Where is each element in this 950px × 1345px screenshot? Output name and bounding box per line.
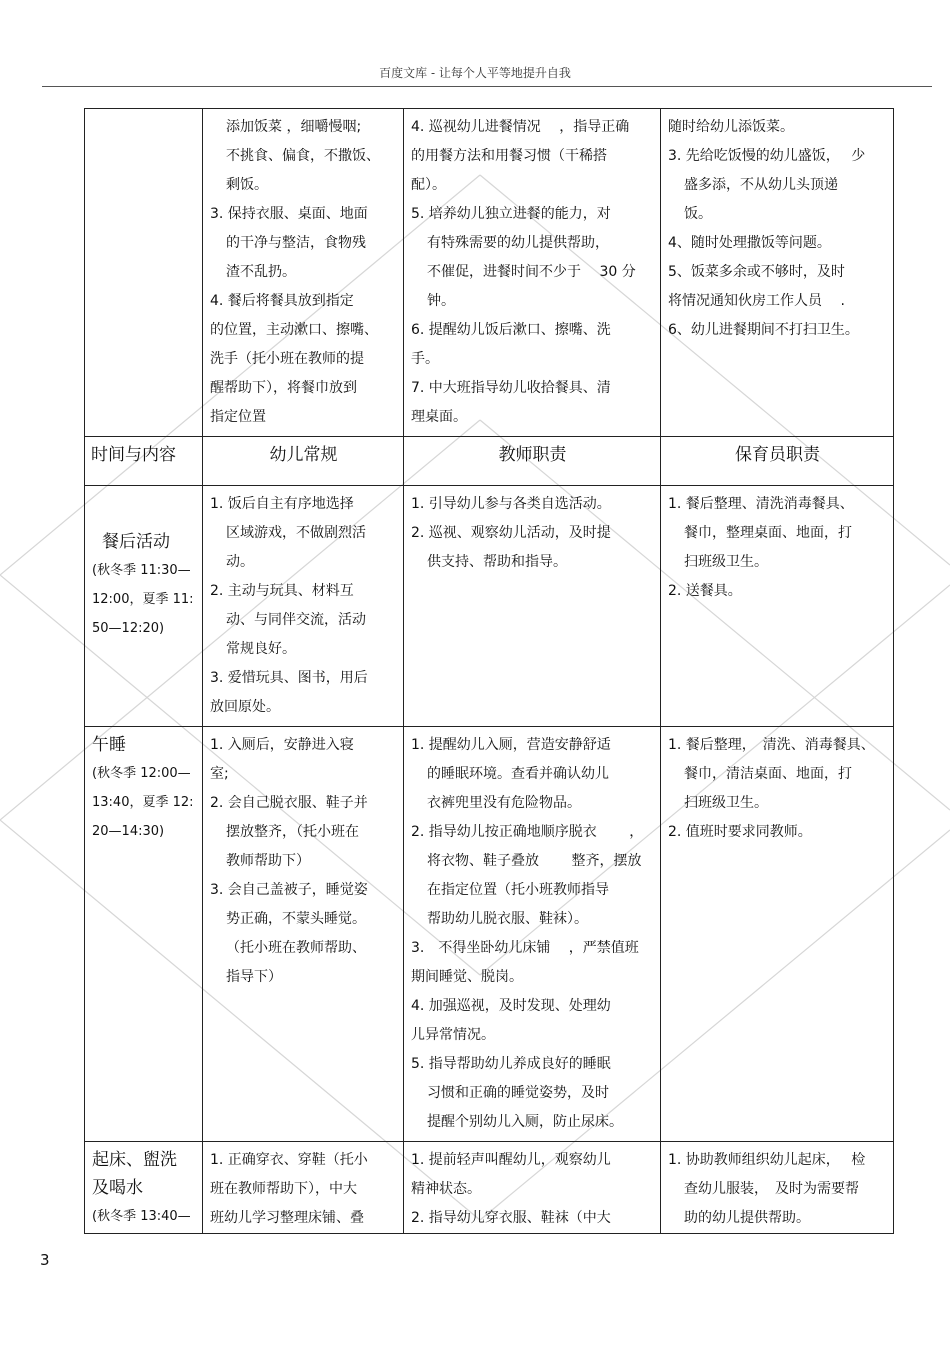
cell-nurse-nap — [661, 727, 894, 1142]
cell-teacher-after-meal — [404, 486, 661, 727]
category-time: 50—12:20) — [92, 621, 165, 636]
list-item: 区域游戏，不做剧烈活 — [226, 525, 366, 541]
list-item: 洗手（托小班在教师的提 — [210, 351, 364, 367]
list-item: 3. 会自己盖被子，睡觉姿 — [210, 882, 368, 898]
list-item: 扫班级卫生。 — [684, 554, 768, 570]
category-time: 13:40，夏季 12: — [92, 795, 194, 810]
list-item: 5. 培养幼儿独立进餐的能力，对 — [411, 206, 611, 222]
list-item: 3. 爱惜玩具、图书，用后 — [210, 670, 368, 686]
category-time: 20—14:30) — [92, 824, 165, 839]
list-item: 5、饭菜多余或不够时，及时 — [668, 264, 845, 280]
cell-teacher-nap — [404, 727, 661, 1142]
cell-teacher-continued — [404, 109, 661, 437]
table-row-wake — [85, 1142, 894, 1234]
list-item: 2. 主动与玩具、材料互 — [210, 583, 354, 599]
list-item: 5. 指导帮助幼儿养成良好的睡眠 — [411, 1056, 611, 1072]
table-row-meal-continued — [85, 109, 894, 437]
list-item: 查幼儿服装， 及时为需要帮 — [684, 1181, 859, 1197]
list-item: （托小班在教师帮助、 — [226, 940, 366, 956]
list-item: 助的幼儿提供帮助。 — [684, 1210, 810, 1226]
cell-child-wake — [203, 1142, 404, 1234]
list-item: 习惯和正确的睡觉姿势，及时 — [427, 1085, 609, 1101]
table-row-after-meal — [85, 486, 894, 727]
list-item: 添加饭菜 ，细嚼慢咽; — [226, 119, 362, 135]
list-item: 2. 指导幼儿穿衣服、鞋袜（中大 — [411, 1210, 611, 1226]
list-item: 摆放整齐，（托小班在 — [226, 824, 359, 840]
list-item: 动。 — [226, 554, 254, 570]
cell-child-continued — [203, 109, 404, 437]
list-item: 3. 不得坐卧幼儿床铺 ，严禁值班 — [411, 940, 639, 956]
list-item: 盛多添，不从幼儿头顶递 — [684, 177, 838, 193]
list-item: 将衣物、鞋子叠放 整齐，摆放 — [427, 853, 642, 869]
list-item: 供支持、帮助和指导。 — [427, 554, 567, 570]
list-item: 室; — [210, 766, 229, 782]
table-row-nap — [85, 727, 894, 1142]
list-item: 势正确，不蒙头睡觉。 — [226, 911, 366, 927]
list-item: 1. 餐后整理， 清洗、消毒餐具、 — [668, 737, 875, 753]
list-item: 6、幼儿进餐期间不打扫卫生。 — [668, 322, 859, 338]
list-item: 手。 — [411, 351, 439, 367]
list-item: 6. 提醒幼儿饭后漱口、擦嘴、洗 — [411, 322, 611, 338]
list-item: 帮助幼儿脱衣服、鞋袜）。 — [427, 911, 588, 927]
list-item: 教师帮助下） — [226, 853, 310, 869]
list-item: 2. 送餐具。 — [668, 583, 742, 599]
list-item: 1. 提前轻声叫醒幼儿，观察幼儿 — [411, 1152, 611, 1168]
list-item: 4. 餐后将餐具放到指定 — [210, 293, 354, 309]
cell-child-nap — [203, 727, 404, 1142]
list-item: 饭。 — [684, 206, 712, 222]
column-header-time: 时间与内容 — [85, 437, 203, 486]
list-item: 配）。 — [411, 177, 446, 193]
category-time: (秋冬季 11:30— — [92, 563, 191, 578]
list-item: 指导下） — [226, 969, 282, 985]
list-item: 1. 引导幼儿参与各类自选活动。 — [411, 496, 611, 512]
list-item: 将情况通知伙房工作人员 . — [668, 293, 845, 309]
list-item: 提醒个别幼儿入厕，防止尿床。 — [427, 1114, 623, 1130]
page-number: 3 — [40, 1251, 50, 1269]
list-item: 醒帮助下），将餐巾放到 — [210, 380, 357, 396]
list-item: 随时给幼儿添饭菜。 — [668, 119, 794, 135]
cell-category-wake — [85, 1142, 203, 1234]
list-item: 1. 提醒幼儿入厕，营造安静舒适 — [411, 737, 611, 753]
list-item: 3. 保持衣服、桌面、地面 — [210, 206, 368, 222]
header-divider — [42, 86, 932, 87]
list-item: 动、与同伴交流，活动 — [226, 612, 366, 628]
list-item: 班幼儿学习整理床铺、叠 — [210, 1210, 364, 1226]
category-title: 起床、盥洗 — [92, 1150, 177, 1170]
column-header-child: 幼儿常规 — [203, 437, 404, 486]
cell-teacher-wake — [404, 1142, 661, 1234]
list-item: 2. 值班时要求同教师。 — [668, 824, 812, 840]
column-header-nurse: 保育员职责 — [661, 437, 894, 486]
column-header-teacher: 教师职责 — [404, 437, 661, 486]
list-item: 4、随时处理撒饭等问题。 — [668, 235, 831, 251]
list-item: 4. 加强巡视，及时发现、处理幼 — [411, 998, 611, 1014]
category-title: 午睡 — [92, 735, 126, 755]
category-time: (秋冬季 13:40— — [92, 1209, 191, 1224]
cell-child-after-meal — [203, 486, 404, 727]
list-item: 有特殊需要的幼儿提供帮助， — [427, 235, 609, 251]
list-item: 3. 先给吃饭慢的幼儿盛饭， 少 — [668, 148, 866, 164]
list-item: 2. 指导幼儿按正确地顺序脱衣 ， — [411, 824, 644, 840]
list-item: 放回原处。 — [210, 699, 280, 715]
list-item: 1. 入厕后，安静进入寝 — [210, 737, 354, 753]
list-item: 钟。 — [427, 293, 455, 309]
list-item: 精神状态。 — [411, 1181, 481, 1197]
list-item: 不挑食、偏食，不撒饭、 — [226, 148, 380, 164]
list-item: 衣裤兜里没有危险物品。 — [427, 795, 581, 811]
list-item: 不催促，进餐时间不少于 30 分 — [427, 264, 636, 280]
list-item: 2. 会自己脱衣服、鞋子并 — [210, 795, 368, 811]
page-header: 百度文库 - 让每个人平等地提升自我 — [379, 66, 571, 80]
list-item: 扫班级卫生。 — [684, 795, 768, 811]
list-item: 1. 餐后整理、清洗消毒餐具、 — [668, 496, 854, 512]
list-item: 渣不乱扔。 — [226, 264, 296, 280]
list-item: 1. 正确穿衣、穿鞋（托小 — [210, 1152, 368, 1168]
cell-category-after-meal — [85, 486, 203, 727]
cell-nurse-continued — [661, 109, 894, 437]
list-item: 剩饭。 — [226, 177, 268, 193]
list-item: 的睡眠环境。查看并确认幼儿 — [427, 766, 609, 782]
list-item: 常规良好。 — [226, 641, 296, 657]
list-item: 2. 巡视、观察幼儿活动，及时提 — [411, 525, 611, 541]
list-item: 儿异常情况。 — [411, 1027, 495, 1043]
list-item: 4. 巡视幼儿进餐情况 ，指导正确 — [411, 119, 630, 135]
category-title: 及喝水 — [92, 1178, 143, 1198]
list-item: 1. 协助教师组织幼儿起床， 检 — [668, 1152, 866, 1168]
list-item: 理桌面。 — [411, 409, 467, 425]
list-item: 班在教师帮助下），中大 — [210, 1181, 357, 1197]
cell-nurse-wake — [661, 1142, 894, 1234]
cell-category-nap — [85, 727, 203, 1142]
list-item: 在指定位置（托小班教师指导 — [427, 882, 609, 898]
list-item: 期间睡觉、脱岗。 — [411, 969, 523, 985]
category-time: (秋冬季 12:00— — [92, 766, 191, 781]
list-item: 的位置，主动漱口、擦嘴、 — [210, 322, 378, 338]
schedule-table — [84, 108, 894, 1234]
category-time: 12:00，夏季 11: — [92, 592, 194, 607]
table-header-row — [85, 437, 894, 486]
category-title: 餐后活动 — [102, 532, 170, 552]
list-item: 餐巾，清洁桌面、地面，打 — [684, 766, 852, 782]
list-item: 7. 中大班指导幼儿收拾餐具、清 — [411, 380, 611, 396]
list-item: 餐巾，整理桌面、地面，打 — [684, 525, 852, 541]
cell-category-continued — [85, 109, 203, 437]
list-item: 指定位置 — [210, 409, 266, 425]
list-item: 的用餐方法和用餐习惯（干稀搭 — [411, 148, 607, 164]
list-item: 1. 饭后自主有序地选择 — [210, 496, 354, 512]
cell-nurse-after-meal — [661, 486, 894, 727]
list-item: 的干净与整洁，食物残 — [226, 235, 366, 251]
